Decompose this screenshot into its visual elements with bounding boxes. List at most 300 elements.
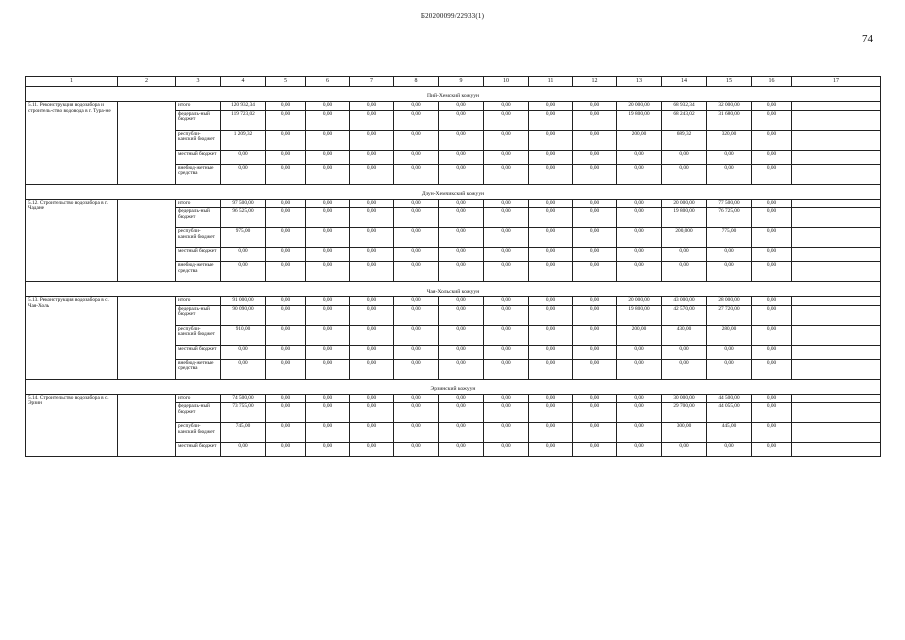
value-cell: 68 932,34 [662, 102, 707, 111]
value-cell: 0,00 [266, 150, 306, 164]
column-17-cell [792, 345, 881, 359]
funding-source: местный бюджет [176, 150, 221, 164]
value-cell: 0,00 [529, 443, 573, 457]
value-cell: 0,00 [306, 199, 350, 208]
value-cell: 43 000,00 [662, 297, 707, 306]
value-cell: 0,00 [266, 110, 306, 130]
value-cell: 0,00 [350, 359, 394, 379]
value-cell: 0,00 [617, 443, 662, 457]
value-cell: 0,00 [484, 403, 529, 423]
value-cell: 0,00 [617, 248, 662, 262]
value-cell: 0,00 [439, 164, 484, 184]
value-cell: 0,00 [394, 130, 439, 150]
value-cell: 0,00 [266, 403, 306, 423]
value-cell: 0,00 [752, 345, 792, 359]
item-title: 5.13. Реконструкция водозабора в с. Чая-Холь [26, 297, 118, 380]
value-cell: 97 500,00 [221, 199, 266, 208]
value-cell: 0,00 [439, 359, 484, 379]
value-cell: 96 525,00 [221, 208, 266, 228]
value-cell: 0,00 [394, 110, 439, 130]
value-cell: 0,00 [350, 164, 394, 184]
value-cell: 0,00 [306, 228, 350, 248]
value-cell: 0,00 [306, 325, 350, 345]
value-cell: 0,00 [573, 262, 617, 282]
value-cell: 73 755,00 [221, 403, 266, 423]
funding-source: республи-канский бюджет [176, 325, 221, 345]
value-cell: 0,00 [573, 325, 617, 345]
value-cell: 0,00 [306, 208, 350, 228]
value-cell: 0,00 [394, 345, 439, 359]
value-cell: 0,00 [439, 423, 484, 443]
column-header: 1 [26, 77, 118, 87]
column-2-cell [118, 199, 176, 282]
value-cell: 44 055,00 [707, 403, 752, 423]
value-cell: 0,00 [662, 345, 707, 359]
column-header: 13 [617, 77, 662, 87]
value-cell: 0,00 [617, 359, 662, 379]
value-cell: 0,00 [394, 102, 439, 111]
value-cell: 0,00 [484, 199, 529, 208]
column-header: 14 [662, 77, 707, 87]
value-cell: 0,00 [306, 110, 350, 130]
value-cell: 0,00 [662, 150, 707, 164]
value-cell: 0,00 [350, 208, 394, 228]
value-cell: 0,00 [350, 262, 394, 282]
column-17-cell [792, 102, 881, 111]
value-cell: 0,00 [350, 248, 394, 262]
region-row [26, 282, 881, 297]
region-row [26, 379, 881, 394]
value-cell: 0,00 [439, 305, 484, 325]
value-cell: 77 500,00 [707, 199, 752, 208]
value-cell: 0,00 [221, 248, 266, 262]
value-cell: 0,00 [439, 110, 484, 130]
value-cell: 19 800,00 [662, 208, 707, 228]
value-cell: 0,00 [529, 305, 573, 325]
value-cell: 0,00 [306, 345, 350, 359]
value-cell: 0,00 [394, 248, 439, 262]
value-cell: 0,00 [484, 102, 529, 111]
value-cell: 119 723,02 [221, 110, 266, 130]
value-cell: 120 932,34 [221, 102, 266, 111]
column-17-cell [792, 228, 881, 248]
value-cell: 0,00 [266, 228, 306, 248]
value-cell: 0,00 [350, 130, 394, 150]
value-cell: 0,00 [484, 345, 529, 359]
column-17-cell [792, 150, 881, 164]
value-cell: 0,00 [617, 423, 662, 443]
value-cell: 745,00 [221, 423, 266, 443]
value-cell: 0,00 [573, 443, 617, 457]
value-cell: 0,00 [266, 199, 306, 208]
value-cell: 0,00 [394, 164, 439, 184]
value-cell: 0,00 [350, 199, 394, 208]
value-cell: 31 680,00 [707, 110, 752, 130]
value-cell: 0,00 [707, 248, 752, 262]
value-cell: 0,00 [394, 443, 439, 457]
value-cell: 0,00 [394, 262, 439, 282]
column-header: 5 [266, 77, 306, 87]
value-cell: 0,00 [662, 443, 707, 457]
value-cell: 0,00 [439, 262, 484, 282]
funding-source: республи-канский бюджет [176, 228, 221, 248]
value-cell: 0,00 [266, 305, 306, 325]
funding-source: внебюд-жетные средства [176, 164, 221, 184]
value-cell: 0,00 [573, 394, 617, 403]
item-title: 5.14. Строительство водозабора в с. Эрзин [26, 394, 118, 457]
column-header: 16 [752, 77, 792, 87]
value-cell: 0,00 [266, 325, 306, 345]
value-cell: 0,00 [439, 394, 484, 403]
value-cell: 28 000,00 [707, 297, 752, 306]
value-cell: 0,00 [484, 297, 529, 306]
column-header: 12 [573, 77, 617, 87]
value-cell: 0,00 [529, 199, 573, 208]
value-cell: 0,00 [439, 345, 484, 359]
value-cell: 0,00 [662, 262, 707, 282]
value-cell: 0,00 [752, 208, 792, 228]
value-cell: 0,00 [221, 359, 266, 379]
value-cell: 0,00 [394, 325, 439, 345]
value-cell: 0,00 [529, 130, 573, 150]
value-cell: 0,00 [484, 130, 529, 150]
funding-source: федераль-ный бюджет [176, 110, 221, 130]
budget-table [25, 76, 881, 457]
value-cell: 0,00 [221, 345, 266, 359]
table-row [26, 102, 881, 111]
funding-source: итого [176, 394, 221, 403]
value-cell: 0,00 [752, 262, 792, 282]
value-cell: 0,00 [394, 297, 439, 306]
value-cell: 0,00 [529, 208, 573, 228]
value-cell: 0,00 [266, 359, 306, 379]
value-cell: 0,00 [350, 423, 394, 443]
value-cell: 0,00 [707, 150, 752, 164]
value-cell: 0,00 [484, 305, 529, 325]
funding-source: местный бюджет [176, 443, 221, 457]
funding-source: республи-канский бюджет [176, 130, 221, 150]
value-cell: 0,00 [266, 423, 306, 443]
value-cell: 0,00 [529, 394, 573, 403]
value-cell: 0,00 [306, 305, 350, 325]
value-cell: 0,00 [306, 150, 350, 164]
value-cell: 0,00 [350, 110, 394, 130]
value-cell: 0,00 [617, 164, 662, 184]
value-cell: 0,00 [573, 102, 617, 111]
value-cell: 0,00 [439, 199, 484, 208]
value-cell: 0,00 [350, 345, 394, 359]
value-cell: 0,00 [306, 359, 350, 379]
value-cell: 0,00 [752, 150, 792, 164]
value-cell: 0,00 [350, 305, 394, 325]
column-header: 10 [484, 77, 529, 87]
value-cell: 0,00 [266, 208, 306, 228]
value-cell: 0,00 [707, 345, 752, 359]
value-cell: 430,00 [662, 325, 707, 345]
value-cell: 0,00 [573, 305, 617, 325]
value-cell: 0,00 [752, 248, 792, 262]
value-cell: 20 000,00 [662, 199, 707, 208]
value-cell: 0,00 [350, 228, 394, 248]
funding-source: местный бюджет [176, 248, 221, 262]
value-cell: 0,00 [484, 208, 529, 228]
region-name: Чая-Хольский кожуун [26, 282, 881, 297]
value-cell: 0,00 [306, 443, 350, 457]
table-row [26, 199, 881, 208]
value-cell: 0,00 [617, 208, 662, 228]
value-cell: 0,00 [752, 325, 792, 345]
value-cell: 0,00 [529, 228, 573, 248]
column-17-cell [792, 110, 881, 130]
funding-source: итого [176, 199, 221, 208]
value-cell: 0,00 [394, 305, 439, 325]
value-cell: 0,00 [529, 248, 573, 262]
value-cell: 0,00 [221, 164, 266, 184]
value-cell: 0,00 [394, 403, 439, 423]
value-cell: 0,00 [306, 164, 350, 184]
value-cell: 0,00 [306, 262, 350, 282]
value-cell: 0,00 [617, 199, 662, 208]
value-cell: 0,00 [573, 208, 617, 228]
value-cell: 0,00 [573, 297, 617, 306]
column-2-cell [118, 297, 176, 380]
column-2-cell [118, 102, 176, 185]
value-cell: 0,00 [350, 403, 394, 423]
table-row [26, 297, 881, 306]
value-cell: 0,00 [484, 248, 529, 262]
value-cell: 0,00 [617, 150, 662, 164]
value-cell: 68 243,02 [662, 110, 707, 130]
value-cell: 975,00 [221, 228, 266, 248]
value-cell: 0,00 [707, 164, 752, 184]
value-cell: 0,00 [266, 345, 306, 359]
column-header-row [26, 77, 881, 87]
value-cell: 0,00 [752, 305, 792, 325]
value-cell: 0,00 [573, 359, 617, 379]
value-cell: 0,00 [573, 130, 617, 150]
value-cell: 0,00 [306, 102, 350, 111]
value-cell: 0,00 [707, 443, 752, 457]
value-cell: 0,00 [266, 248, 306, 262]
value-cell: 0,00 [617, 345, 662, 359]
value-cell: 0,00 [573, 403, 617, 423]
value-cell: 0,00 [266, 262, 306, 282]
value-cell: 200,00 [617, 325, 662, 345]
value-cell: 0,00 [439, 325, 484, 345]
column-17-cell [792, 403, 881, 423]
value-cell: 200,000 [662, 228, 707, 248]
funding-source: федераль-ный бюджет [176, 305, 221, 325]
value-cell: 0,00 [439, 150, 484, 164]
column-header: 9 [439, 77, 484, 87]
value-cell: 0,00 [617, 403, 662, 423]
value-cell: 0,00 [306, 130, 350, 150]
value-cell: 0,00 [573, 199, 617, 208]
column-header: 8 [394, 77, 439, 87]
funding-source: федераль-ный бюджет [176, 403, 221, 423]
value-cell: 0,00 [573, 423, 617, 443]
column-17-cell [792, 423, 881, 443]
column-17-cell [792, 394, 881, 403]
value-cell: 0,00 [484, 394, 529, 403]
column-header: 2 [118, 77, 176, 87]
column-17-cell [792, 199, 881, 208]
column-header: 15 [707, 77, 752, 87]
value-cell: 0,00 [573, 150, 617, 164]
value-cell: 0,00 [573, 228, 617, 248]
value-cell: 0,00 [573, 164, 617, 184]
table-row [26, 394, 881, 403]
value-cell: 0,00 [394, 423, 439, 443]
value-cell: 0,00 [573, 345, 617, 359]
value-cell: 0,00 [529, 150, 573, 164]
value-cell: 27 720,00 [707, 305, 752, 325]
value-cell: 0,00 [306, 394, 350, 403]
value-cell: 300,00 [662, 423, 707, 443]
value-cell: 0,00 [394, 394, 439, 403]
value-cell: 0,00 [707, 359, 752, 379]
value-cell: 1 209,32 [221, 130, 266, 150]
value-cell: 0,00 [529, 345, 573, 359]
column-17-cell [792, 359, 881, 379]
value-cell: 0,00 [752, 164, 792, 184]
value-cell: 0,00 [662, 359, 707, 379]
column-header: 7 [350, 77, 394, 87]
value-cell: 0,00 [350, 102, 394, 111]
funding-source: местный бюджет [176, 345, 221, 359]
value-cell: 0,00 [752, 403, 792, 423]
funding-source: республи-канский бюджет [176, 423, 221, 443]
value-cell: 0,00 [221, 262, 266, 282]
value-cell: 29 700,00 [662, 403, 707, 423]
value-cell: 445,00 [707, 423, 752, 443]
value-cell: 0,00 [484, 443, 529, 457]
value-cell: 0,00 [439, 130, 484, 150]
value-cell: 0,00 [752, 199, 792, 208]
value-cell: 32 000,00 [707, 102, 752, 111]
value-cell: 30 000,00 [662, 394, 707, 403]
value-cell: 0,00 [484, 164, 529, 184]
value-cell: 0,00 [617, 228, 662, 248]
funding-source: федераль-ный бюджет [176, 208, 221, 228]
value-cell: 0,00 [752, 102, 792, 111]
value-cell: 0,00 [484, 325, 529, 345]
item-title: 5.12. Строительство водозабора в г. Чадане [26, 199, 118, 282]
column-17-cell [792, 164, 881, 184]
column-header: 17 [792, 77, 881, 87]
value-cell: 0,00 [662, 164, 707, 184]
value-cell: 0,00 [752, 110, 792, 130]
value-cell: 0,00 [529, 403, 573, 423]
document-id: Б20200099/22933(1) [420, 12, 485, 20]
value-cell: 0,00 [266, 297, 306, 306]
value-cell: 20 000,00 [617, 102, 662, 111]
value-cell: 0,00 [394, 359, 439, 379]
value-cell: 0,00 [573, 110, 617, 130]
value-cell: 0,00 [439, 228, 484, 248]
value-cell: 0,00 [662, 248, 707, 262]
value-cell: 0,00 [752, 297, 792, 306]
value-cell: 0,00 [752, 228, 792, 248]
column-17-cell [792, 305, 881, 325]
value-cell: 0,00 [484, 262, 529, 282]
value-cell: 20 000,00 [617, 297, 662, 306]
value-cell: 0,00 [221, 443, 266, 457]
value-cell: 0,00 [306, 297, 350, 306]
value-cell: 0,00 [752, 394, 792, 403]
column-17-cell [792, 248, 881, 262]
value-cell: 0,00 [394, 228, 439, 248]
value-cell: 0,00 [529, 325, 573, 345]
value-cell: 280,00 [707, 325, 752, 345]
table-body [26, 77, 881, 457]
value-cell: 0,00 [350, 150, 394, 164]
value-cell: 19 800,00 [617, 110, 662, 130]
value-cell: 0,00 [439, 443, 484, 457]
value-cell: 91 000,00 [221, 297, 266, 306]
column-17-cell [792, 297, 881, 306]
region-name: Эрзинский кожуун [26, 379, 881, 394]
column-header: 4 [221, 77, 266, 87]
value-cell: 0,00 [573, 248, 617, 262]
funding-source: итого [176, 102, 221, 111]
value-cell: 910,00 [221, 325, 266, 345]
value-cell: 19 800,00 [617, 305, 662, 325]
region-name: Пий-Хемский кожуун [26, 87, 881, 102]
value-cell: 0,00 [617, 262, 662, 282]
column-2-cell [118, 394, 176, 457]
value-cell: 0,00 [529, 110, 573, 130]
value-cell: 0,00 [266, 164, 306, 184]
value-cell: 0,00 [350, 325, 394, 345]
region-name: Дзун-Хемчикский кожуун [26, 184, 881, 199]
column-header: 3 [176, 77, 221, 87]
column-17-cell [792, 325, 881, 345]
value-cell: 76 725,00 [707, 208, 752, 228]
value-cell: 90 090,00 [221, 305, 266, 325]
value-cell: 0,00 [752, 130, 792, 150]
value-cell: 0,00 [439, 208, 484, 228]
value-cell: 775,00 [707, 228, 752, 248]
value-cell: 0,00 [484, 150, 529, 164]
value-cell: 0,00 [350, 443, 394, 457]
value-cell: 0,00 [439, 248, 484, 262]
column-header: 11 [529, 77, 573, 87]
value-cell: 0,00 [529, 164, 573, 184]
value-cell: 0,00 [350, 297, 394, 306]
value-cell: 0,00 [350, 394, 394, 403]
value-cell: 0,00 [617, 394, 662, 403]
value-cell: 0,00 [394, 208, 439, 228]
funding-source: итого [176, 297, 221, 306]
value-cell: 0,00 [529, 297, 573, 306]
value-cell: 200,00 [617, 130, 662, 150]
column-17-cell [792, 208, 881, 228]
value-cell: 320,00 [707, 130, 752, 150]
region-row [26, 184, 881, 199]
value-cell: 0,00 [529, 359, 573, 379]
value-cell: 0,00 [484, 423, 529, 443]
value-cell: 0,00 [266, 130, 306, 150]
column-17-cell [792, 130, 881, 150]
value-cell: 0,00 [306, 423, 350, 443]
region-row [26, 87, 881, 102]
column-17-cell [792, 443, 881, 457]
value-cell: 0,00 [484, 110, 529, 130]
value-cell: 0,00 [221, 150, 266, 164]
value-cell: 0,00 [306, 248, 350, 262]
column-header: 6 [306, 77, 350, 87]
